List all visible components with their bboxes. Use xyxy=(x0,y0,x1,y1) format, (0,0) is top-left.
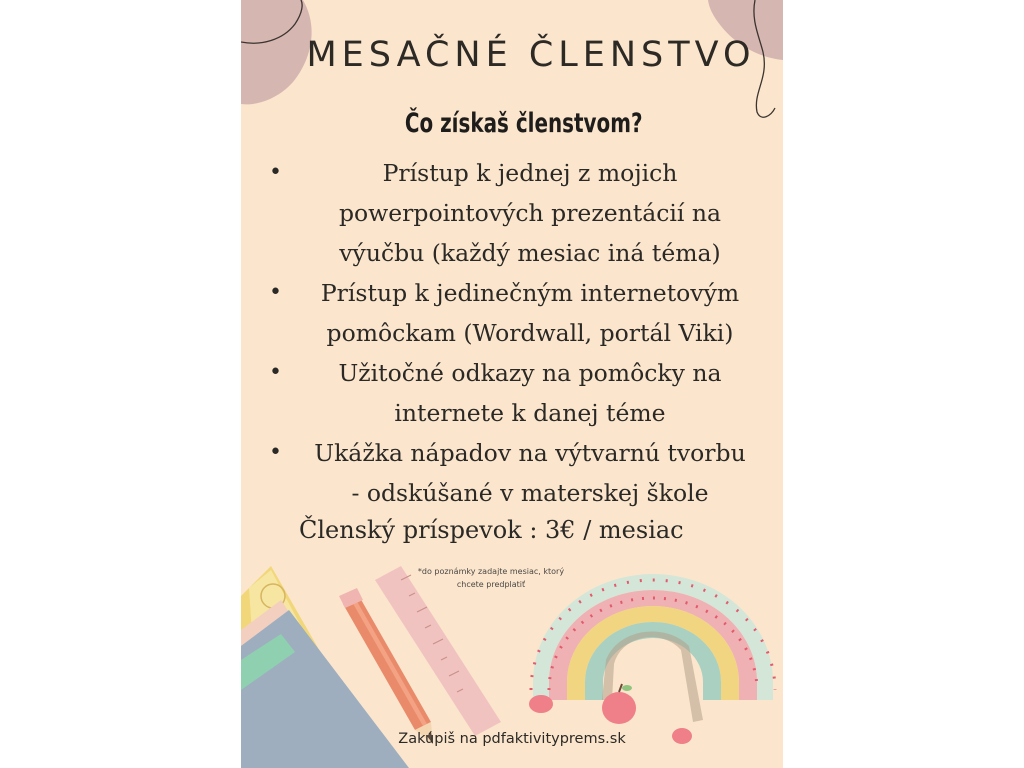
page-title: MESAČNÉ ČLENSTVO xyxy=(306,35,756,75)
benefit-item xyxy=(263,273,763,353)
bullet-icon: • xyxy=(269,360,282,385)
bullet-icon: • xyxy=(269,160,282,185)
benefit-line: výučbu (každý mesiac iná téma) xyxy=(339,239,721,267)
benefit-line: Užitočné odkazy na pomôcky na xyxy=(338,359,722,387)
footnote-line: chcete predplatiť xyxy=(456,580,526,589)
benefit-line: Prístup k jednej z mojich xyxy=(382,159,678,187)
benefit-item xyxy=(263,433,763,513)
benefit-item xyxy=(263,353,763,433)
benefit-line: internete k danej téme xyxy=(394,399,666,427)
benefit-list xyxy=(263,153,763,513)
bullet-icon: • xyxy=(269,440,282,465)
membership-fee: Členský príspevok : 3€ / mesiac xyxy=(299,516,684,544)
ruler-icon xyxy=(375,566,501,736)
bullet-icon: • xyxy=(269,280,282,305)
rainbow-icon xyxy=(529,574,775,744)
benefit-line: Prístup k jedinečným internetovým xyxy=(320,279,740,307)
benefit-line: powerpointových prezentácií na xyxy=(338,199,722,227)
poster xyxy=(241,0,783,768)
benefit-line: - odskúšané v materskej škole xyxy=(351,479,709,507)
footnote xyxy=(401,565,581,591)
benefit-line: Ukážka nápadov na výtvarnú tvorbu xyxy=(314,439,746,467)
benefit-line: pomôckam (Wordwall, portál Viki) xyxy=(326,319,734,347)
benefit-item xyxy=(263,153,763,273)
purchase-link-text: Zakúpiš na pdfaktivityprems.sk xyxy=(398,731,626,747)
subtitle: Čo získaš členstvom? xyxy=(404,108,643,139)
footnote-line: *do poznámky zadajte mesiac, ktorý xyxy=(417,567,565,576)
